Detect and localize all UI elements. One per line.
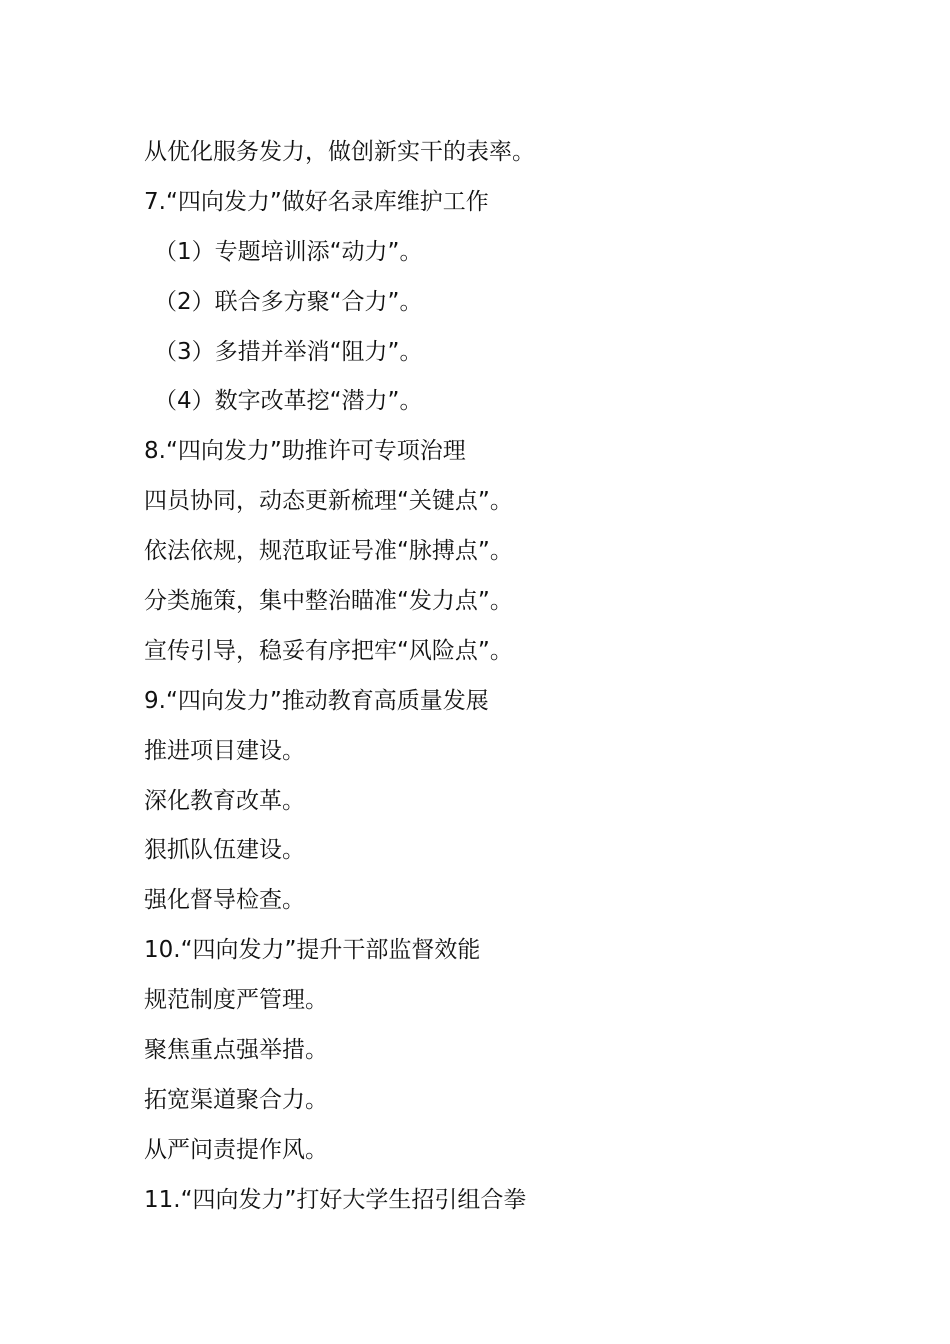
paragraph-line: 狠抓队伍建设。 <box>144 837 305 864</box>
paragraph-line: 推进项目建设。 <box>144 737 305 764</box>
paragraph-line: 聚焦重点强举措。 <box>144 1037 328 1064</box>
paragraph-line: 四员协同，动态更新梳理“关键点”。 <box>144 488 513 515</box>
section-heading-10: 10.“四向发力”提升干部监督效能 <box>144 937 481 964</box>
paragraph-line: 从严问责提作风。 <box>144 1136 328 1163</box>
sub-item-line: （2）联合多方聚“合力”。 <box>154 288 423 315</box>
sub-item-line: （3）多措并举消“阻力”。 <box>154 338 423 365</box>
section-heading-7: 7.“四向发力”做好名录库维护工作 <box>144 188 489 215</box>
paragraph-line: 分类施策，集中整治瞄准“发力点”。 <box>144 588 513 615</box>
paragraph-line: 从优化服务发力，做创新实干的表率。 <box>144 139 535 165</box>
document-body <box>144 128 844 1226</box>
section-heading-8: 8.“四向发力”助推许可专项治理 <box>144 438 466 465</box>
paragraph-line: 拓宽渠道聚合力。 <box>144 1086 328 1113</box>
paragraph-line: 强化督导检查。 <box>144 887 305 914</box>
section-heading-9: 9.“四向发力”推动教育高质量发展 <box>144 687 489 714</box>
paragraph-line: 深化教育改革。 <box>144 787 305 814</box>
paragraph-line: 宣传引导，稳妥有序把牢“风险点”。 <box>144 637 513 664</box>
sub-item-line: （1）专题培训添“动力”。 <box>154 238 423 265</box>
section-heading-11: 11.“四向发力”打好大学生招引组合拳 <box>144 1186 527 1213</box>
paragraph-line: 规范制度严管理。 <box>144 987 328 1014</box>
paragraph-line: 依法依规，规范取证号准“脉搏点”。 <box>144 538 513 565</box>
sub-item-line: （4）数字改革挖“潜力”。 <box>154 388 423 415</box>
